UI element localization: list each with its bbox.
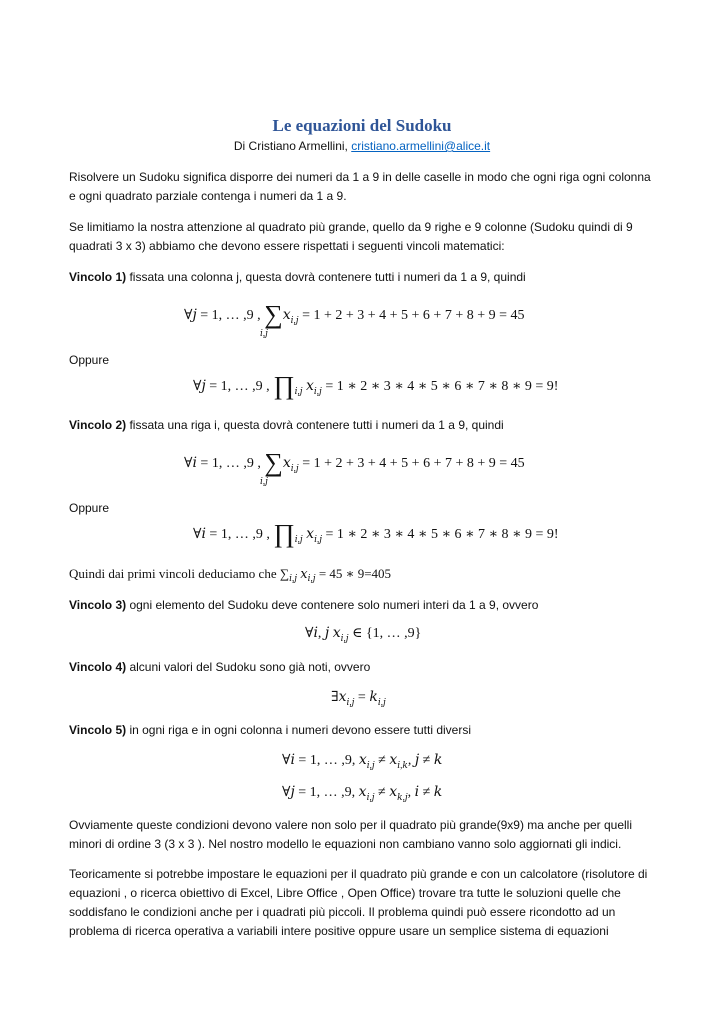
vincolo-3 <box>69 596 659 615</box>
vincolo-1-text: fissata una colonna j, questa dovrà contenere tutti i numeri da 1 a 9, quindi <box>126 270 526 284</box>
vincolo-2-label: Vincolo 2) <box>69 418 127 432</box>
oppure-1: Oppure <box>69 353 110 367</box>
vincolo-5-text: in ogni riga e in ogni colonna i numeri devono essere tutti diversi <box>126 723 471 737</box>
vincolo-5 <box>69 721 659 740</box>
paragraph-intro: Risolvere un Sudoku significa disporre dei numeri da 1 a 9 in delle caselle in modo che ogni riga ogni colonna e ogni quadrato parziale contenga i numeri da 1 a 9. <box>69 170 651 203</box>
vincolo-4 <box>69 658 659 677</box>
equation-column-distinct: ∀𝑗 = 1, … ,9, 𝑥$_{𝑖,𝑗}$ ≠ 𝑥$_{𝑘,𝑗}$, 𝑖 ≠ 𝑘 <box>282 785 443 802</box>
paragraph-solver: Teoricamente si potrebbe impostare le equazioni per il quadrato più grande e con un calcolatore (risolutore di equazioni , o ricerca obiettivo di Excel, Libre Office , Open Office) trovare tra tutte le soluzioni quelle che soddisfano le condizioni anche per i quadrati più piccoli. Il problema quindi può essere ricondotto ad un problema di ricerca operativa a variabili intere positive oppure usare un semplice sistema di equazioni <box>69 867 648 938</box>
author-email-link[interactable]: cristiano.armellini@alice.it <box>351 139 491 153</box>
equation-column-product: ∀𝑗 = 1, … ,9 , $\prod_{𝑖,𝑗}$ 𝑥$_{𝑖,𝑗}$ = 1 ∗ 2 ∗ 3 ∗ 4 ∗ 5 ∗ 6 ∗ 7 ∗ 8 ∗ 9 = 9! <box>193 371 559 400</box>
paragraph-submatrices: Ovviamente queste condizioni devono valere non solo per il quadrato più grande(9x9) ma anche per quelli minori di ordine 3 (3 x 3 ). Nel nostro modello le equazioni non cambiano vanno solo aggiornati gli indici. <box>69 818 633 851</box>
vincolo-4-label: Vincolo 4) <box>69 660 127 674</box>
vincolo-2-text: fissata una riga i, questa dovrà contenere tutti i numeri da 1 a 9, quindi <box>126 418 504 432</box>
paragraph-constraints: Se limitiamo la nostra attenzione al quadrato più grande, quello da 9 righe e 9 colonne (Sudoku quindi di 9 quadrati 3 x 3) abbiamo che devono essere rispettati i seguenti vincoli matematici: <box>69 220 633 253</box>
vincolo-3-text: ogni elemento del Sudoku deve contenere solo numeri interi da 1 a 9, ovvero <box>126 598 539 612</box>
vincolo-1-label: Vincolo 1) <box>69 270 127 284</box>
document-title: Le equazioni del Sudoku <box>272 116 452 135</box>
equation-row-distinct: ∀𝑖 = 1, … ,9, 𝑥$_{𝑖,𝑗}$ ≠ 𝑥$_{𝑖,𝑘}$, 𝑗 ≠ 𝑘 <box>282 753 443 770</box>
equation-row-sum: ∀𝑖 = 1, … ,9 , ∑ 𝑖,𝑗 𝑥$_{𝑖,𝑗}$ = 1 + 2 + 3 + 4 + 5 + 6 + 7 + 8 + 9 = 45 <box>184 448 525 486</box>
vincolo-4-text: alcuni valori del Sudoku sono già noti, ovvero <box>126 660 371 674</box>
author-name: Di Cristiano Armellini, <box>233 139 352 153</box>
equation-row-product: ∀𝑖 = 1, … ,9 , $\prod_{𝑖,𝑗}$ 𝑥$_{𝑖,𝑗}$ = 1 ∗ 2 ∗ 3 ∗ 4 ∗ 5 ∗ 6 ∗ 7 ∗ 8 ∗ 9 = 9! <box>193 519 559 548</box>
vincolo-5-label: Vincolo 5) <box>69 723 127 737</box>
vincolo-1 <box>69 268 659 287</box>
author-line <box>0 139 724 153</box>
vincolo-2 <box>69 416 659 435</box>
equation-column-sum: ∀𝑗 = 1, … ,9 , ∑ 𝑖,𝑗 𝑥$_{𝑖,𝑗}$ = 1 + 2 + 3 + 4 + 5 + 6 + 7 + 8 + 9 = 45 <box>184 300 525 338</box>
vincolo-3-label: Vincolo 3) <box>69 598 127 612</box>
oppure-2: Oppure <box>69 501 110 515</box>
paragraph-deduction: Quindi dai primi vincoli deduciamo che $\sum_{𝑖,𝑗}$ 𝑥$_{𝑖,𝑗}$ = 45 ∗ 9=405 <box>69 566 392 583</box>
equation-integer-domain: ∀𝑖, 𝑗 𝑥$_{𝑖,𝑗}$ ∈ {1, … ,9} <box>305 626 422 643</box>
equation-known-values: ∃𝑥$_{𝑖,𝑗}$ = 𝑘$_{𝑖,𝑗}$ <box>331 690 386 707</box>
